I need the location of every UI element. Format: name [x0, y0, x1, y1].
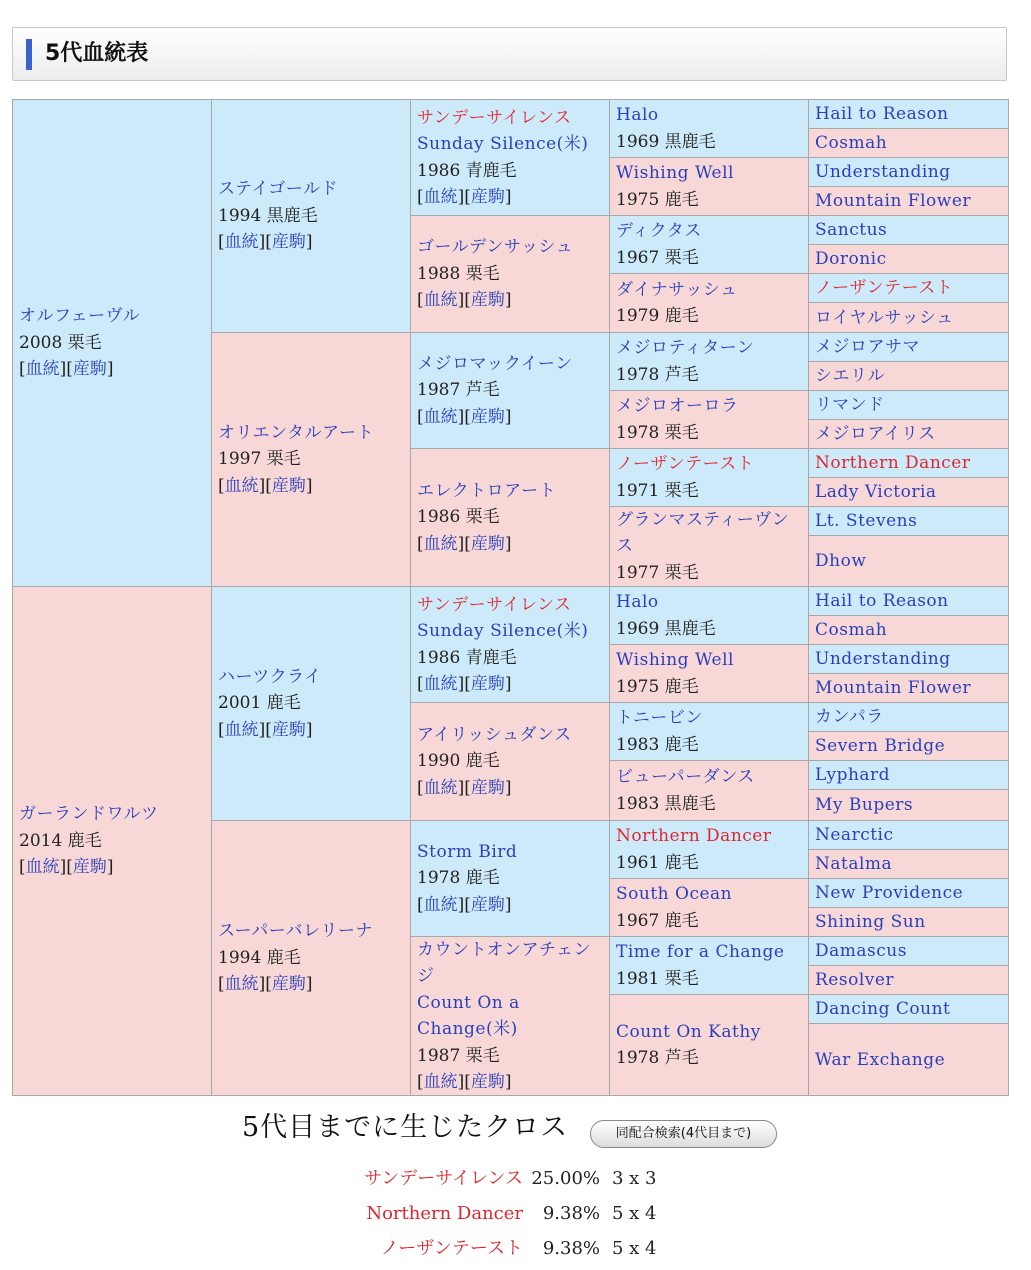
pedigree-cell-gen5 [808, 99, 1009, 129]
cross-generation: 3 x 3 [612, 1168, 657, 1189]
bracket-close: ] [504, 1072, 512, 1092]
pedigree-cell-gen4 [609, 644, 809, 703]
pedigree-cell-gen4 [609, 760, 809, 821]
cross-generation: 5 x 4 [612, 1238, 657, 1259]
birth-year-color: 1987 栗毛 [417, 1045, 500, 1066]
pedigree-links [19, 854, 205, 881]
pedigree-links [218, 971, 404, 998]
pedigree-cell-gen2 [211, 586, 411, 821]
bracket-close: ][ [457, 894, 471, 915]
bracket-open: [ [417, 290, 424, 311]
horse-name-link[interactable]: ロイヤルサッシュ [815, 307, 954, 328]
horse-name-link[interactable]: Shining Sun [815, 912, 926, 932]
horse-name-link[interactable]: メジロティターン [616, 338, 755, 358]
bracket-close: ][ [457, 290, 471, 311]
horse-name-link[interactable]: メジロオーロラ [616, 396, 739, 416]
bracket-open: [ [417, 1072, 424, 1092]
pedigree-link[interactable]: 血統 [423, 894, 458, 915]
pedigree-cell-gen5 [808, 965, 1009, 995]
horse-name-link[interactable]: メジロアイリス [815, 424, 936, 444]
pedigree-cell-gen4 [609, 936, 809, 995]
birth-year-color: 1986 栗毛 [417, 507, 500, 528]
pedigree-cell-gen5 [808, 673, 1009, 703]
cross-horse-link[interactable]: Northern Dancer [366, 1203, 523, 1224]
horse-name-link[interactable]: Severn Bridge [815, 736, 946, 756]
pedigree-cell-gen4 [609, 99, 809, 158]
cross-horse-link[interactable]: ノーザンテースト [380, 1238, 523, 1259]
horse-name-link[interactable]: Northern Dancer [616, 826, 772, 846]
pedigree-links [19, 356, 205, 383]
horse-name-link[interactable]: エレクトロアート [417, 480, 557, 501]
pedigree-cell-gen3 [410, 586, 610, 703]
birth-year-color: 1979 鹿毛 [616, 306, 699, 326]
horse-name-link[interactable]: ノーザンテースト [616, 454, 755, 474]
pedigree-cell-gen5 [808, 760, 1009, 790]
birth-year-color: 1969 黒鹿毛 [616, 618, 716, 639]
birth-year-color: 1978 栗毛 [616, 422, 699, 443]
horse-name-link[interactable]: カウントオンアチェンジ [417, 939, 591, 986]
pedigree-table [12, 99, 1008, 1095]
pedigree-links [417, 184, 603, 211]
horse-name-link[interactable]: Resolver [815, 970, 895, 990]
pedigree-cell-gen4 [609, 157, 809, 216]
bracket-close: ] [305, 475, 313, 496]
birth-year-color: 1994 黒鹿毛 [218, 205, 318, 226]
bracket-close: ] [504, 533, 512, 554]
bracket-close: ][ [59, 857, 73, 878]
cross-percent: 9.38% [542, 1203, 600, 1224]
horse-name-link[interactable]: My Bupers [815, 795, 914, 815]
pedigree-cell-gen4 [609, 215, 809, 274]
bracket-close: ] [504, 777, 512, 798]
pedigree-cell-gen5 [808, 506, 1009, 536]
pedigree-link[interactable]: 血統 [224, 232, 259, 253]
cross-row [0, 1164, 1031, 1194]
horse-english-name-link[interactable]: Count On a Change(米) [417, 992, 520, 1039]
horse-name-link[interactable]: Lyphard [815, 765, 891, 785]
bracket-open: [ [417, 187, 424, 207]
pedigree-links [417, 287, 603, 314]
pedigree-cell-gen5 [808, 644, 1009, 674]
bracket-close: ][ [457, 777, 471, 798]
offspring-link[interactable]: 産駒 [470, 187, 505, 207]
section-header [12, 27, 1007, 81]
horse-name-link[interactable]: オリエンタルアート [218, 422, 374, 443]
horse-name-link[interactable]: サンデーサイレンス [417, 594, 572, 615]
offspring-link[interactable]: 産駒 [271, 232, 306, 253]
horse-name-link[interactable]: Understanding [815, 649, 951, 669]
horse-name-link[interactable]: Halo [616, 105, 659, 125]
birth-year-color: 1975 鹿毛 [616, 676, 699, 697]
bracket-close: ] [305, 719, 313, 740]
pedigree-cell-gen5 [808, 273, 1009, 303]
pedigree-cell-gen5 [808, 186, 1009, 216]
horse-name-link[interactable]: New Providence [815, 883, 964, 903]
horse-name-link[interactable]: Dhow [815, 551, 867, 571]
pedigree-links [417, 531, 603, 558]
pedigree-links [218, 473, 404, 500]
horse-name-link[interactable]: メジロマックイーン [417, 353, 573, 374]
pedigree-links [417, 775, 603, 802]
horse-name-link[interactable]: Natalma [815, 854, 893, 874]
pedigree-cell-gen4 [609, 448, 809, 507]
pedigree-link[interactable]: 血統 [25, 857, 60, 878]
bracket-open: [ [19, 857, 26, 878]
horse-name-link[interactable]: サンデーサイレンス [417, 107, 572, 128]
bracket-close: ][ [258, 974, 272, 995]
offspring-link[interactable]: 産駒 [271, 974, 306, 995]
horse-english-name-link[interactable]: Sunday Silence(米) [417, 134, 589, 154]
horse-name-link[interactable]: Time for a Change [616, 942, 785, 962]
bracket-close: ] [504, 674, 512, 694]
horse-name-link[interactable]: ディクタス [616, 221, 702, 241]
pedigree-cell-gen5 [808, 157, 1009, 187]
pedigree-cell-gen1 [12, 586, 212, 1096]
horse-name-link[interactable]: シエリル [815, 366, 885, 386]
pedigree-cell-gen3 [410, 702, 610, 821]
horse-name-link[interactable]: ゴールデンサッシュ [417, 237, 574, 258]
pedigree-link[interactable]: 血統 [224, 719, 259, 740]
pedigree-link[interactable]: 血統 [423, 187, 458, 207]
bracket-close: ] [504, 187, 512, 207]
offspring-link[interactable]: 産駒 [470, 674, 505, 694]
pedigree-cell-gen3 [410, 99, 610, 216]
horse-name-link[interactable]: Doronic [815, 249, 887, 269]
birth-year-color: 1987 芦毛 [417, 380, 500, 401]
bracket-close: ] [106, 359, 114, 380]
birth-year-color: 1981 栗毛 [616, 968, 699, 989]
header-accent-bar [26, 39, 32, 70]
pedigree-cell-gen4 [609, 506, 809, 587]
pedigree-cell-gen5 [808, 477, 1009, 507]
pedigree-cell-gen4 [609, 332, 809, 391]
horse-name-link[interactable]: Understanding [815, 162, 951, 182]
horse-name-link[interactable]: リマンド [815, 395, 885, 415]
pedigree-cell-gen2 [211, 332, 411, 587]
offspring-link[interactable]: 産駒 [72, 857, 107, 878]
pedigree-links [218, 717, 404, 744]
horse-name-link[interactable]: トニービン [616, 708, 703, 728]
horse-name-link[interactable]: Sanctus [815, 220, 888, 240]
pedigree-cell-gen5 [808, 1023, 1009, 1096]
bracket-close: ][ [457, 1072, 471, 1092]
horse-name-link[interactable]: アイリッシュダンス [417, 724, 572, 745]
birth-year-color: 1978 芦毛 [616, 1048, 699, 1068]
birth-year-color: 1969 黒鹿毛 [616, 131, 716, 152]
offspring-link[interactable]: 産駒 [470, 777, 505, 798]
pedigree-cell-gen3 [410, 215, 610, 333]
horse-name-link[interactable]: メジロアサマ [815, 337, 920, 357]
pedigree-cell-gen5 [808, 936, 1009, 966]
birth-year-color: 1983 鹿毛 [616, 734, 699, 755]
horse-name-link[interactable]: ビューパーダンス [616, 767, 755, 787]
pedigree-cell-gen4 [609, 390, 809, 449]
pedigree-cell-gen4 [609, 273, 809, 333]
pedigree-cell-gen5 [808, 302, 1009, 333]
offspring-link[interactable]: 産駒 [271, 719, 306, 740]
bracket-close: ] [305, 974, 313, 995]
pedigree-cell-gen4 [609, 702, 809, 761]
bracket-open: [ [218, 232, 225, 253]
bracket-close: ][ [457, 674, 471, 694]
pedigree-links [417, 404, 603, 431]
bracket-close: ][ [457, 187, 471, 207]
birth-year-color: 1967 鹿毛 [616, 910, 699, 931]
pedigree-cell-gen5 [808, 731, 1009, 761]
pedigree-cell-gen5 [808, 820, 1009, 850]
horse-name-link[interactable]: Storm Bird [417, 841, 518, 862]
birth-year-color: 2014 鹿毛 [19, 830, 102, 851]
pedigree-cell-gen5 [808, 448, 1009, 478]
birth-year-color: 1986 青鹿毛 [417, 647, 517, 668]
pedigree-cell-gen5 [808, 244, 1009, 274]
bracket-open: [ [417, 777, 424, 798]
horse-name-link[interactable]: グランマスティーヴンス [616, 509, 790, 557]
pedigree-cell-gen1 [12, 99, 212, 587]
pedigree-cell-gen2 [211, 820, 411, 1096]
horse-name-link[interactable]: War Exchange [815, 1049, 946, 1070]
horse-name-link[interactable]: Hail to Reason [815, 104, 949, 124]
pedigree-links [417, 1069, 603, 1096]
horse-name-link[interactable]: Wishing Well [616, 650, 734, 670]
pedigree-cell-gen5 [808, 702, 1009, 732]
pedigree-link[interactable]: 血統 [224, 475, 259, 496]
pedigree-cell-gen5 [808, 849, 1009, 879]
bracket-close: ][ [457, 406, 471, 427]
offspring-link[interactable]: 産駒 [72, 359, 107, 380]
birth-year-color: 1990 鹿毛 [417, 751, 500, 772]
horse-name-link[interactable]: ガーランドワルツ [19, 804, 159, 825]
pedigree-links [218, 229, 404, 256]
horse-name-link[interactable]: Northern Dancer [815, 453, 971, 473]
bracket-open: [ [417, 674, 424, 694]
horse-name-link[interactable]: Lt. Stevens [815, 511, 918, 531]
pedigree-cell-gen4 [609, 820, 809, 879]
horse-name-link[interactable]: ダイナサッシュ [616, 279, 738, 300]
bracket-open: [ [417, 406, 424, 427]
birth-year-color: 1967 栗毛 [616, 247, 699, 268]
pedigree-cell-gen3 [410, 820, 610, 937]
bracket-close: ][ [457, 533, 471, 554]
pedigree-cell-gen5 [808, 994, 1009, 1024]
offspring-link[interactable]: 産駒 [470, 533, 505, 554]
cross-generation: 5 x 4 [612, 1203, 657, 1224]
bracket-close: ][ [258, 232, 272, 253]
horse-name-link[interactable]: Damascus [815, 941, 907, 961]
birth-year-color: 1961 鹿毛 [616, 852, 699, 873]
offspring-link[interactable]: 産駒 [271, 475, 306, 496]
horse-name-link[interactable]: Count On Kathy [616, 1021, 761, 1042]
birth-year-color: 1971 栗毛 [616, 480, 699, 501]
pedigree-links [417, 671, 603, 698]
pedigree-cell-gen5 [808, 907, 1009, 937]
pedigree-links [417, 892, 603, 919]
same-mating-search-button[interactable]: 同配合検索(4代目まで) [590, 1120, 777, 1148]
horse-name-link[interactable]: Cosmah [815, 620, 888, 640]
bracket-close: ] [504, 406, 512, 427]
offspring-link[interactable]: 産駒 [470, 1072, 505, 1092]
birth-year-color: 1975 鹿毛 [616, 189, 699, 210]
pedigree-cell-gen5 [808, 419, 1009, 449]
pedigree-cell-gen5 [808, 535, 1009, 587]
horse-name-link[interactable]: カンパラ [815, 707, 884, 727]
horse-name-link[interactable]: スーパーバレリーナ [218, 921, 373, 942]
birth-year-color: 1978 芦毛 [616, 364, 699, 385]
cross-horse-link[interactable]: サンデーサイレンス [364, 1168, 523, 1189]
bracket-open: [ [218, 475, 225, 496]
pedigree-link[interactable]: 血統 [224, 974, 259, 995]
horse-name-link[interactable]: Dancing Count [815, 999, 951, 1019]
pedigree-cell-gen5 [808, 361, 1009, 391]
pedigree-cell-gen5 [808, 586, 1009, 616]
horse-name-link[interactable]: Mountain Flower [815, 191, 972, 211]
horse-name-link[interactable]: ノーザンテースト [815, 278, 954, 298]
bracket-close: ][ [59, 359, 73, 380]
birth-year-color: 1997 栗毛 [218, 449, 301, 470]
birth-year-color: 2008 栗毛 [19, 332, 102, 353]
pedigree-cell-gen5 [808, 332, 1009, 362]
pedigree-cell-gen5 [808, 615, 1009, 645]
cross-row [0, 1234, 1031, 1264]
section-title: 5代血統表 [45, 41, 149, 66]
bracket-open: [ [417, 533, 424, 554]
pedigree-link[interactable]: 血統 [25, 359, 60, 380]
pedigree-link[interactable]: 血統 [423, 406, 458, 427]
horse-name-link[interactable]: South Ocean [616, 884, 733, 904]
birth-year-color: 1986 青鹿毛 [417, 160, 517, 181]
offspring-link[interactable]: 産駒 [470, 894, 505, 915]
pedigree-link[interactable]: 血統 [423, 674, 458, 694]
bracket-close: ][ [258, 475, 272, 496]
horse-english-name-link[interactable]: Sunday Silence(米) [417, 621, 589, 641]
horse-name-link[interactable]: オルフェーヴル [19, 306, 141, 327]
bracket-open: [ [19, 359, 26, 380]
pedigree-link[interactable]: 血統 [423, 533, 458, 554]
cross-percent: 25.00% [531, 1168, 600, 1189]
horse-name-link[interactable]: Wishing Well [616, 163, 734, 183]
bracket-open: [ [218, 974, 225, 995]
horse-name-link[interactable]: Mountain Flower [815, 678, 972, 698]
pedigree-cell-gen4 [609, 878, 809, 937]
bracket-open: [ [218, 719, 225, 740]
bracket-close: ] [504, 290, 512, 311]
pedigree-cell-gen5 [808, 128, 1009, 158]
pedigree-cell-gen5 [808, 215, 1009, 245]
bracket-close: ] [504, 894, 512, 915]
horse-name-link[interactable]: Halo [616, 592, 659, 612]
bracket-close: ][ [258, 719, 272, 740]
bracket-open: [ [417, 894, 424, 915]
cross-row [0, 1199, 1031, 1229]
pedigree-cell-gen4 [609, 586, 809, 645]
horse-name-link[interactable]: Hail to Reason [815, 591, 949, 611]
horse-name-link[interactable]: ステイゴールド [218, 179, 338, 200]
horse-name-link[interactable]: ハーツクライ [218, 666, 322, 687]
offspring-link[interactable]: 産駒 [470, 406, 505, 427]
birth-year-color: 1994 鹿毛 [218, 947, 301, 968]
cross-title: 5代目までに生じたクロス [242, 1112, 569, 1143]
pedigree-cell-gen5 [808, 878, 1009, 908]
horse-name-link[interactable]: Nearctic [815, 825, 894, 845]
bracket-close: ] [305, 232, 313, 253]
pedigree-link[interactable]: 血統 [423, 777, 458, 798]
pedigree-cell-gen3 [410, 448, 610, 587]
horse-name-link[interactable]: Cosmah [815, 133, 888, 153]
birth-year-color: 1977 栗毛 [616, 562, 699, 583]
pedigree-cell-gen4 [609, 994, 809, 1096]
birth-year-color: 2001 鹿毛 [218, 693, 301, 714]
offspring-link[interactable]: 産駒 [470, 290, 505, 311]
pedigree-cell-gen3 [410, 332, 610, 449]
birth-year-color: 1978 鹿毛 [417, 868, 500, 889]
birth-year-color: 1988 栗毛 [417, 263, 500, 284]
pedigree-cell-gen2 [211, 99, 411, 333]
bracket-close: ] [106, 857, 114, 878]
birth-year-color: 1983 黒鹿毛 [616, 793, 716, 814]
horse-name-link[interactable]: Lady Victoria [815, 482, 937, 502]
pedigree-cell-gen5 [808, 390, 1009, 420]
pedigree-link[interactable]: 血統 [423, 1072, 458, 1092]
pedigree-cell-gen5 [808, 789, 1009, 821]
pedigree-link[interactable]: 血統 [423, 290, 458, 311]
pedigree-cell-gen3 [410, 936, 610, 1096]
cross-percent: 9.38% [542, 1238, 600, 1259]
